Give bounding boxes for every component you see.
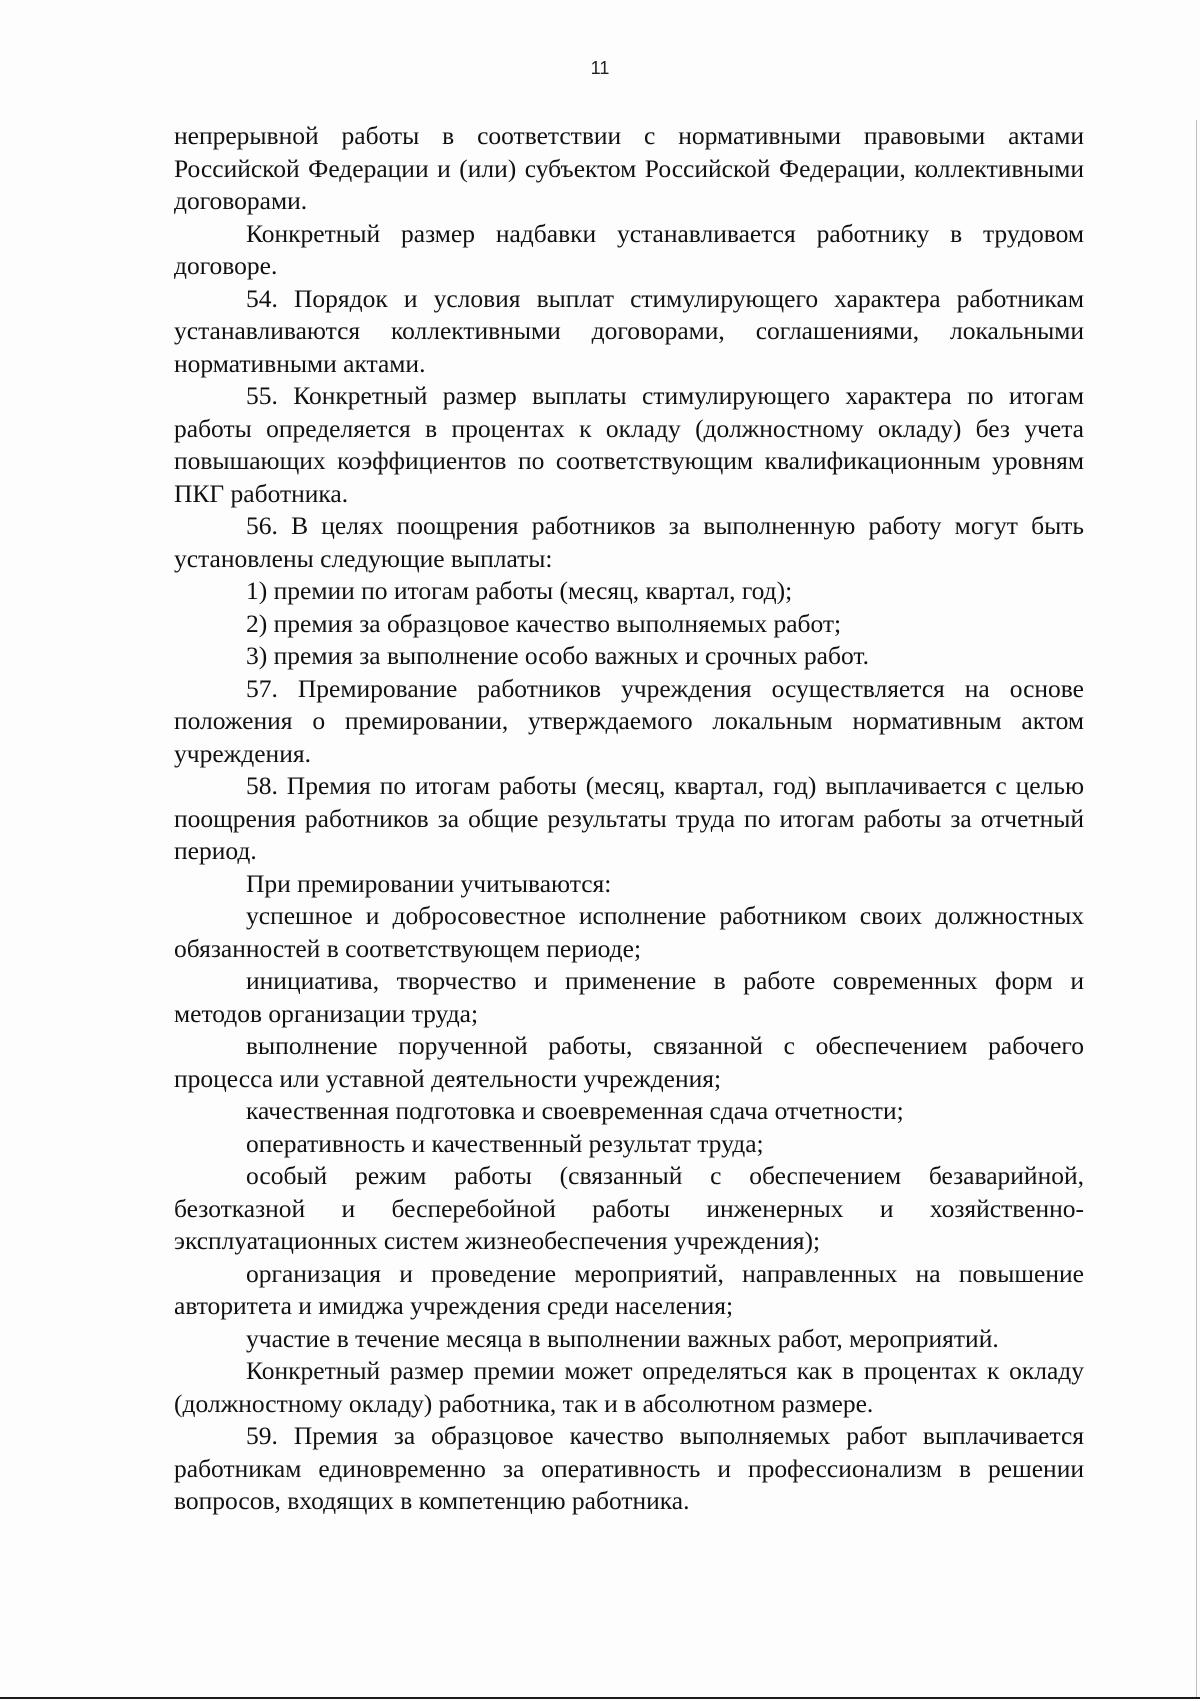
paragraph-56: 56. В целях поощрения работников за выполненную работу могут быть установлены следующие выплаты: xyxy=(174,511,1084,573)
criterion-item: организация и проведение мероприятий, направленных на повышение авторитета и имиджа учреждения среди населения; xyxy=(174,1258,1084,1320)
criterion-item: инициатива, творчество и применение в работе современных форм и методов организации труда; xyxy=(174,966,1084,1028)
paragraph-55: 55. Конкретный размер выплаты стимулирующего характера по итогам работы определяется в процентах к окладу (должностному окладу) без учета повышающих коэффициентов по соответствующим квалификационным уровням ПКГ работника. xyxy=(174,381,1084,508)
list-item-3: 3) премия за выполнение особо важных и срочных работ. xyxy=(246,641,869,670)
paragraph-allowance-size: Конкретный размер надбавки устанавливается работнику в трудовом договоре. xyxy=(174,218,1084,280)
paragraph-continuation: непрерывной работы в соответствии с нормативными правовыми актами Российской Федерации и (или) субъектом Российской Федерации, коллективными договорами. xyxy=(174,121,1084,215)
criterion-item: качественная подготовка и своевременная сдача отчетности; xyxy=(246,1096,904,1125)
paragraph-57: 57. Премирование работников учреждения осуществляется на основе положения о премировании, утверждаемого локальным нормативным актом учреждения. xyxy=(174,673,1084,768)
document-body xyxy=(174,120,1084,1518)
criterion-item: участие в течение месяца в выполнении важных работ, мероприятий. xyxy=(246,1323,999,1353)
paragraph-58: 58. Премия по итогам работы (месяц, квартал, год) выплачивается с целью поощрения работников за общие результаты труда по итогам работы за отчетный период. xyxy=(174,771,1084,865)
criteria-heading: При премировании учитываются: xyxy=(246,868,612,898)
list-item-1: 1) премии по итогам работы (месяц, квартал, год); xyxy=(246,576,793,605)
criterion-item: оперативность и качественный результат труда; xyxy=(246,1128,764,1158)
scan-edge-bottom xyxy=(0,1697,1200,1699)
list-item-2: 2) премия за образцовое качество выполняемых работ; xyxy=(246,608,842,638)
scan-edge-right xyxy=(1196,120,1197,1697)
criterion-item: успешное и добросовестное исполнение работником своих должностных обязанностей в соответствующем периоде; xyxy=(174,901,1084,963)
page-number: 11 xyxy=(590,58,610,78)
paragraph-54: 54. Порядок и условия выплат стимулирующего характера работникам устанавливаются коллективными договорами, соглашениями, локальными нормативными актами. xyxy=(174,283,1084,378)
paragraph-premium-size: Конкретный размер премии может определяться как в процентах к окладу (должностному окладу) работника, так и в абсолютном размере. xyxy=(174,1356,1084,1418)
criterion-item: особый режим работы (связанный с обеспечением безаварийной, безотказной и бесперебойной работы инженерных и хозяйственно-эксплуатационных систем жизнеобеспечения учреждения); xyxy=(174,1161,1084,1255)
criterion-item: выполнение порученной работы, связанной с обеспечением рабочего процесса или уставной деятельности учреждения; xyxy=(174,1031,1084,1093)
paragraph-59: 59. Премия за образцовое качество выполняемых работ выплачивается работникам единовременно за оперативность и профессионализм в решении вопросов, входящих в компетенцию работника. xyxy=(174,1421,1084,1515)
